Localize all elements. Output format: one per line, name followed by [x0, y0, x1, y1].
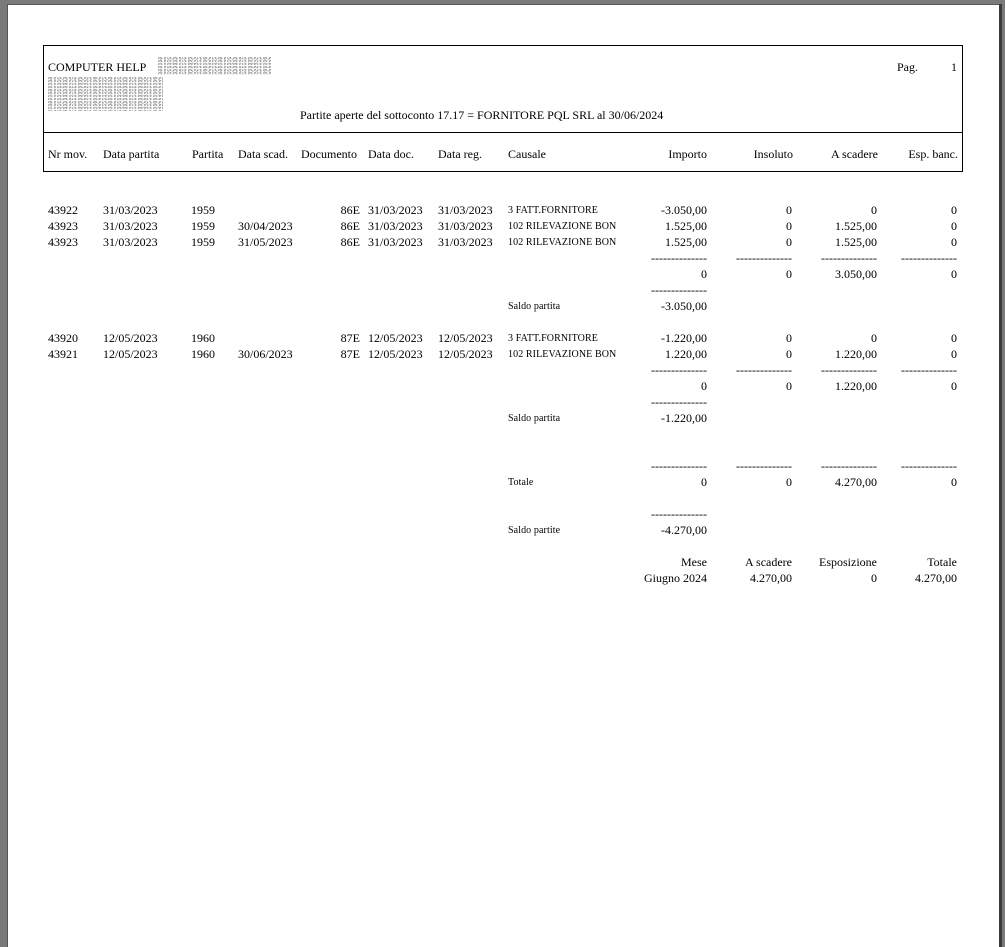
col-partita: Partita — [192, 147, 224, 161]
cell-documento: 86E — [340, 219, 360, 233]
summary-header-esposizione: Esposizione — [819, 555, 877, 569]
col-documento: Documento — [301, 147, 357, 161]
col-data-scad: Data scad. — [238, 147, 288, 161]
page-label: Pag. — [897, 60, 918, 74]
separator-dashes: -------------- — [821, 251, 877, 265]
totale-importo: 0 — [701, 475, 707, 489]
cell-esp-banc: 0 — [951, 235, 957, 249]
cell-insoluto: 0 — [786, 331, 792, 345]
cell-data-doc: 31/03/2023 — [368, 203, 423, 217]
subtotal-a-scadere: 1.220,00 — [835, 379, 877, 393]
cell-data-doc: 31/03/2023 — [368, 219, 423, 233]
separator-dashes: -------------- — [821, 363, 877, 377]
saldo-partita-label: Saldo partita — [508, 301, 561, 312]
header-divider — [44, 132, 962, 133]
cell-a-scadere: 1.220,00 — [835, 347, 877, 361]
separator-dashes: -------------- — [651, 363, 707, 377]
cell-documento: 87E — [340, 331, 360, 345]
summary-a-scadere: 4.270,00 — [750, 571, 792, 585]
cell-causale: 3 FATT.FORNITORE — [508, 205, 598, 216]
cell-a-scadere: 1.525,00 — [835, 235, 877, 249]
separator-dashes: -------------- — [651, 395, 707, 409]
cell-data-reg: 31/03/2023 — [438, 203, 493, 217]
separator-dashes: -------------- — [651, 507, 707, 521]
summary-totale: 4.270,00 — [915, 571, 957, 585]
summary-mese: Giugno 2024 — [644, 571, 707, 585]
cell-nr: 43923 — [48, 235, 78, 249]
cell-data-scad: 31/05/2023 — [238, 235, 293, 249]
col-data-reg: Data reg. — [438, 147, 482, 161]
subtotal-insoluto: 0 — [786, 267, 792, 281]
page-number: 1 — [951, 60, 957, 74]
cell-data-reg: 12/05/2023 — [438, 347, 493, 361]
cell-data-scad: 30/06/2023 — [238, 347, 293, 361]
saldo-partita-value: -3.050,00 — [661, 299, 707, 313]
cell-importo: -1.220,00 — [661, 331, 707, 345]
saldo-partita-label: Saldo partita — [508, 413, 561, 424]
summary-header-a-scadere: A scadere — [745, 555, 792, 569]
cell-data-partita: 31/03/2023 — [103, 203, 158, 217]
col-esp-banc: Esp. banc. — [908, 147, 958, 161]
cell-a-scadere: 1.525,00 — [835, 219, 877, 233]
cell-data-doc: 12/05/2023 — [368, 331, 423, 345]
saldo-partita-value: -1.220,00 — [661, 411, 707, 425]
separator-dashes: -------------- — [901, 363, 957, 377]
redacted-noise — [158, 57, 271, 75]
separator-dashes: -------------- — [736, 251, 792, 265]
saldo-partite-label: Saldo partite — [508, 525, 561, 536]
cell-esp-banc: 0 — [951, 331, 957, 345]
report-page — [7, 4, 999, 947]
col-insoluto: Insoluto — [753, 147, 793, 161]
cell-a-scadere: 0 — [871, 331, 877, 345]
company-name: COMPUTER HELP — [48, 60, 147, 74]
col-data-partita: Data partita — [103, 147, 160, 161]
col-a-scadere: A scadere — [831, 147, 878, 161]
cell-documento: 86E — [340, 235, 360, 249]
cell-importo: 1.525,00 — [665, 235, 707, 249]
cell-insoluto: 0 — [786, 235, 792, 249]
subtotal-importo: 0 — [701, 267, 707, 281]
cell-partita: 1959 — [191, 235, 215, 249]
report-title: Partite aperte del sottoconto 17.17 = FORNITORE PQL SRL al 30/06/2024 — [300, 108, 664, 122]
cell-documento: 86E — [340, 203, 360, 217]
totale-insoluto: 0 — [786, 475, 792, 489]
saldo-partite-value: -4.270,00 — [661, 523, 707, 537]
cell-data-doc: 31/03/2023 — [368, 235, 423, 249]
cell-a-scadere: 0 — [871, 203, 877, 217]
cell-data-partita: 12/05/2023 — [103, 347, 158, 361]
cell-data-reg: 12/05/2023 — [438, 331, 493, 345]
col-data-doc: Data doc. — [368, 147, 414, 161]
cell-nr: 43920 — [48, 331, 78, 345]
separator-dashes: -------------- — [901, 459, 957, 473]
col-causale: Causale — [508, 147, 546, 161]
col-importo: Importo — [668, 147, 707, 161]
cell-esp-banc: 0 — [951, 219, 957, 233]
subtotal-a-scadere: 3.050,00 — [835, 267, 877, 281]
separator-dashes: -------------- — [651, 283, 707, 297]
totale-label: Totale — [508, 477, 534, 488]
cell-insoluto: 0 — [786, 219, 792, 233]
cell-esp-banc: 0 — [951, 203, 957, 217]
cell-data-reg: 31/03/2023 — [438, 219, 493, 233]
cell-nr: 43921 — [48, 347, 78, 361]
separator-dashes: -------------- — [736, 459, 792, 473]
cell-partita: 1960 — [191, 347, 215, 361]
cell-nr: 43922 — [48, 203, 78, 217]
cell-data-partita: 12/05/2023 — [103, 331, 158, 345]
subtotal-esp-banc: 0 — [951, 267, 957, 281]
summary-esposizione: 0 — [871, 571, 877, 585]
cell-causale: 102 RILEVAZIONE BON — [508, 237, 617, 248]
cell-esp-banc: 0 — [951, 347, 957, 361]
cell-partita: 1959 — [191, 219, 215, 233]
cell-importo: -3.050,00 — [661, 203, 707, 217]
subtotal-importo: 0 — [701, 379, 707, 393]
cell-data-doc: 12/05/2023 — [368, 347, 423, 361]
cell-data-partita: 31/03/2023 — [103, 235, 158, 249]
col-nr-mov: Nr mov. — [48, 147, 88, 161]
cell-importo: 1.220,00 — [665, 347, 707, 361]
separator-dashes: -------------- — [736, 363, 792, 377]
cell-partita: 1960 — [191, 331, 215, 345]
cell-data-reg: 31/03/2023 — [438, 235, 493, 249]
subtotal-insoluto: 0 — [786, 379, 792, 393]
separator-dashes: -------------- — [901, 251, 957, 265]
cell-insoluto: 0 — [786, 347, 792, 361]
cell-causale: 3 FATT.FORNITORE — [508, 333, 598, 344]
cell-causale: 102 RILEVAZIONE BON — [508, 349, 617, 360]
separator-dashes: -------------- — [651, 459, 707, 473]
cell-partita: 1959 — [191, 203, 215, 217]
redacted-noise — [48, 77, 163, 111]
cell-nr: 43923 — [48, 219, 78, 233]
cell-insoluto: 0 — [786, 203, 792, 217]
cell-importo: 1.525,00 — [665, 219, 707, 233]
cell-data-scad: 30/04/2023 — [238, 219, 293, 233]
cell-documento: 87E — [340, 347, 360, 361]
separator-dashes: -------------- — [651, 251, 707, 265]
separator-dashes: -------------- — [821, 459, 877, 473]
totale-esp-banc: 0 — [951, 475, 957, 489]
summary-header-mese: Mese — [681, 555, 707, 569]
cell-causale: 102 RILEVAZIONE BON — [508, 221, 617, 232]
summary-header-totale: Totale — [927, 555, 957, 569]
totale-a-scadere: 4.270,00 — [835, 475, 877, 489]
cell-data-partita: 31/03/2023 — [103, 219, 158, 233]
subtotal-esp-banc: 0 — [951, 379, 957, 393]
